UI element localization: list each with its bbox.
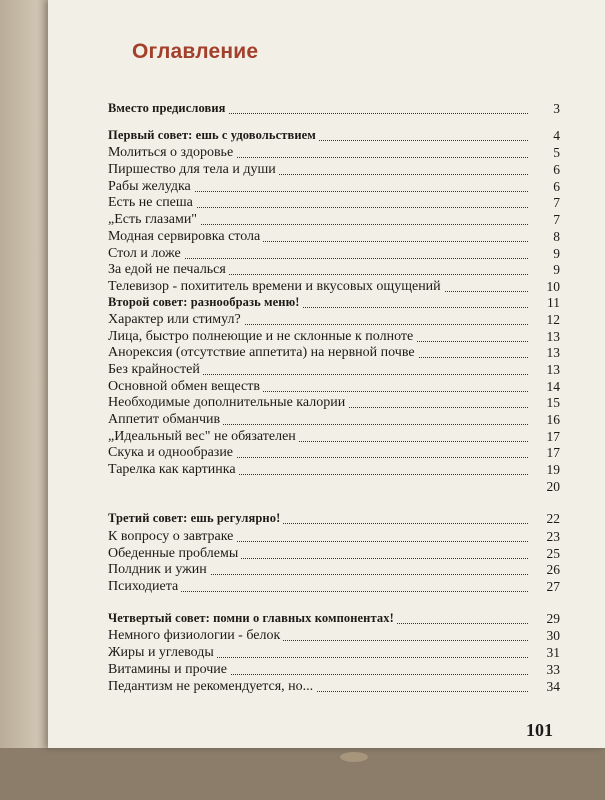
toc-entry <box>108 661 560 679</box>
toc-entry-page: 13 <box>546 329 560 344</box>
toc-entry-title: Третий совет: ешь регулярно! <box>108 511 283 526</box>
paper-stain <box>340 752 368 762</box>
toc-entry <box>108 578 560 596</box>
toc-entry <box>108 561 560 579</box>
toc-entry-title: Первый совет: ешь с удовольствием <box>108 128 319 143</box>
toc-entry-page: 30 <box>546 628 560 643</box>
toc-entry-page: 29 <box>546 611 560 626</box>
toc-entry-title: Аппетит обманчив <box>108 412 223 427</box>
toc-entry-page: 26 <box>546 562 560 577</box>
toc-entry <box>108 344 560 362</box>
toc-entry-page: 7 <box>553 195 560 210</box>
toc-entry-page: 14 <box>546 379 560 394</box>
toc-entry-title: Анорексия (отсутствие аппетита) на нервной почве <box>108 345 418 360</box>
toc-entry <box>108 311 560 329</box>
toc-entry-title: Телевизор - похититель времени и вкусовых ощущений <box>108 279 444 294</box>
toc-entry <box>108 444 560 462</box>
toc-entry-page: 13 <box>546 345 560 360</box>
toc-entry-title: Второй совет: разнообразь меню! <box>108 295 303 310</box>
table-surface <box>0 748 605 800</box>
toc-entry-page: 25 <box>546 546 560 561</box>
toc-entry-page: 12 <box>546 312 560 327</box>
toc-entry-title: Психодиета <box>108 579 181 594</box>
toc-entry <box>108 678 560 696</box>
toc-entry-page: 8 <box>553 229 560 244</box>
toc-entry-title: Вместо предисловия <box>108 101 229 116</box>
toc-entry-page: 23 <box>546 529 560 544</box>
toc-entry-title: За едой не печалься <box>108 262 229 277</box>
toc-entry-page: 20 <box>546 479 560 494</box>
toc-entry-title: Рабы желудка <box>108 179 194 194</box>
toc-entry-title: Модная сервировка стола <box>108 229 263 244</box>
toc-entry-title: Немного физиологии - белок <box>108 628 283 643</box>
toc-entry <box>108 394 560 412</box>
toc-entry <box>108 228 560 246</box>
toc-entry-page: 3 <box>553 101 560 116</box>
toc-entry-page: 4 <box>553 128 560 143</box>
toc-entry-page: 11 <box>547 295 560 310</box>
toc-entry-title: Четвертый совет: помни о главных компонентах! <box>108 611 397 626</box>
toc-entry <box>108 211 560 229</box>
toc-entry-page: 15 <box>546 395 560 410</box>
toc-entry <box>108 261 560 279</box>
toc-entry <box>108 644 560 662</box>
toc-entry-page: 22 <box>546 511 560 526</box>
toc-entry-title: Характер или стимул? <box>108 312 244 327</box>
toc-entry-title: „Есть глазами" <box>108 212 200 227</box>
toc-entry-title: Молиться о здоровье <box>108 145 236 160</box>
toc-entry-title: „Идеальный вес" не обязателен <box>108 429 299 444</box>
toc-entry <box>108 194 560 212</box>
toc-entry <box>108 627 560 645</box>
toc-entry-title: Обеденные проблемы <box>108 546 241 561</box>
toc-entry-page: 10 <box>546 279 560 294</box>
toc-entry-page: 6 <box>553 179 560 194</box>
toc-entry-title: Стол и ложе <box>108 246 184 261</box>
toc-section-heading <box>108 127 560 145</box>
toc-entry-title: Витамины и прочие <box>108 662 230 677</box>
toc-entry-page: 31 <box>546 645 560 660</box>
toc-entry-page: 9 <box>553 246 560 261</box>
toc-entry-page: 19 <box>546 462 560 477</box>
toc-entry-page: 33 <box>546 662 560 677</box>
toc-section-heading <box>108 610 560 628</box>
toc-entry-title: Полдник и ужин <box>108 562 210 577</box>
page-title: Оглавление <box>132 40 259 63</box>
toc-entry-page: 5 <box>553 145 560 160</box>
toc-entry <box>108 528 560 546</box>
toc-entry-page: 13 <box>546 362 560 377</box>
toc-section-heading <box>108 510 560 528</box>
toc-entry-title: Скука и однообразие <box>108 445 236 460</box>
toc-entry-title: Тарелка как картинка <box>108 462 239 477</box>
toc-entry-title: Есть не спеша <box>108 195 196 210</box>
toc-entry <box>108 361 560 379</box>
page-number: 101 <box>526 720 553 740</box>
toc-entry-title: Пиршество для тела и души <box>108 162 279 177</box>
toc-entry-page: 16 <box>546 412 560 427</box>
toc-entry-page: 27 <box>546 579 560 594</box>
toc-entry-title: К вопросу о завтраке <box>108 529 236 544</box>
toc-entry-title: Жиры и углеводы <box>108 645 217 660</box>
toc-entry <box>108 144 560 162</box>
toc-entry <box>108 478 560 496</box>
toc-entry-page: 17 <box>546 445 560 460</box>
toc-entry-title: Педантизм не рекомендуется, но... <box>108 679 316 694</box>
toc-entry-page: 17 <box>546 429 560 444</box>
toc-section-heading <box>108 100 560 118</box>
toc-entry-page: 6 <box>553 162 560 177</box>
toc-entry-title: Необходимые дополнительные калории <box>108 395 348 410</box>
toc-entry-title: Лица, быстро полнеющие и не склонные к полноте <box>108 329 416 344</box>
toc-entry <box>108 161 560 179</box>
toc-entry <box>108 411 560 429</box>
toc-entry-title: Без крайностей <box>108 362 203 377</box>
toc-entry-page: 9 <box>553 262 560 277</box>
toc-entry-page: 34 <box>546 679 560 694</box>
toc-entry-page: 7 <box>553 212 560 227</box>
toc-entry-title: Основной обмен веществ <box>108 379 263 394</box>
toc-section-heading <box>108 294 560 312</box>
toc-entry <box>108 461 560 479</box>
